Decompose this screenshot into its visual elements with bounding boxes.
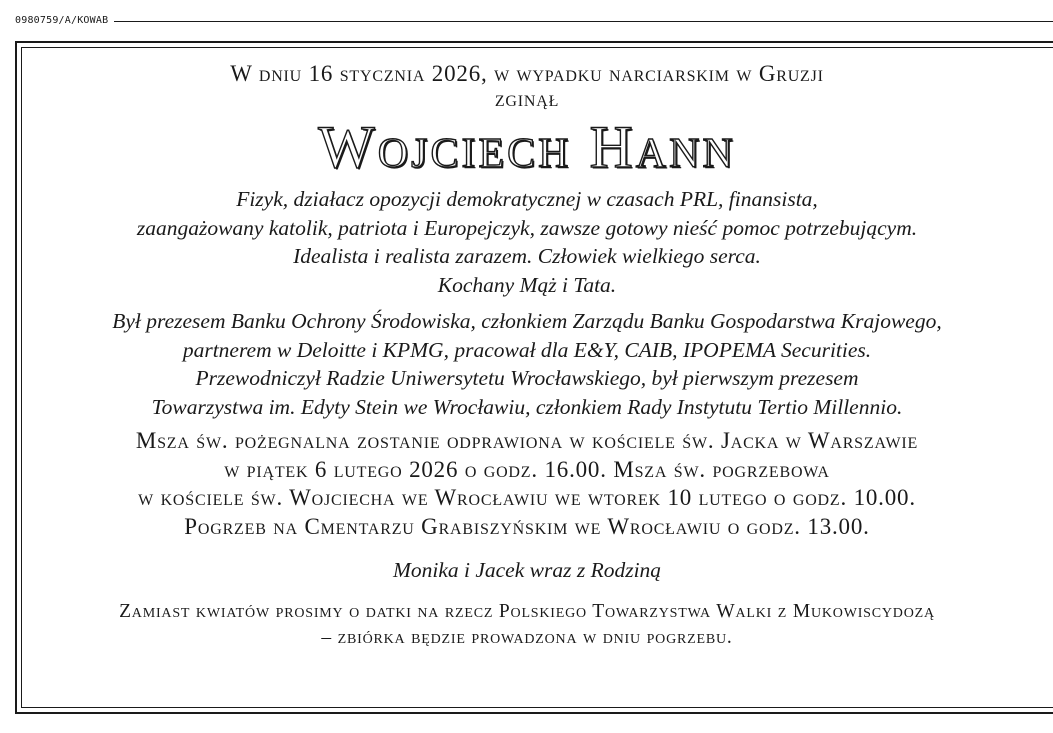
deceased-name: Wojciech Hann [318, 114, 736, 180]
reference-code: 0980759/A/KOWAB [15, 14, 114, 28]
mass-line: Msza św. pożegnalna zostanie odprawiona w kościele św. Jacka w Warszawie [135, 428, 919, 453]
career-line: Towarzystwa im. Edyty Stein we Wrocławiu, członkiem Rady Instytutu Tertio Millennio. [151, 394, 903, 419]
career-line: Przewodniczył Radzie Uniwersytetu Wrocławskiego, był pierwszym prezesem [195, 366, 859, 390]
donation-request [22, 599, 1032, 651]
bio-line: Idealista i realista zarazem. Człowiek wielkiego serca. [293, 244, 761, 268]
intro-line: W dniu 16 stycznia 2026, w wypadku narciarskim w Gruzji [230, 61, 824, 86]
biography [22, 185, 1032, 299]
signature: Monika i Jacek wraz z Rodziną [392, 558, 662, 582]
career-line: Był prezesem Banku Ochrony Środowiska, członkiem Zarządu Banku Gospodarstwa Krajowego, [112, 309, 942, 333]
request-line: – zbiórka będzie prowadzona w dniu pogrzebu. [321, 627, 733, 648]
bio-line: Kochany Mąż i Tata. [437, 272, 617, 297]
intro-text [22, 61, 1032, 111]
bio-line: Fizyk, działacz opozycji demokratycznej w czasach PRL, finansista, [236, 187, 818, 211]
intro-line: zginął [494, 86, 560, 111]
mass-line: w kościele św. Wojciecha we Wrocławiu we wtorek 10 lutego o godz. 10.00. [138, 485, 916, 510]
mass-line: Pogrzeb na Cmentarzu Grabiszyńskim we Wrocławiu o godz. 13.00. [184, 513, 870, 539]
obituary-notice [22, 47, 1032, 651]
funeral-mass-info [22, 427, 1032, 541]
bio-line: zaangażowany katolik, patriota i Europejczyk, zawsze gotowy nieść pomoc potrzebującym. [136, 215, 918, 240]
mass-line: w piątek 6 lutego 2026 o godz. 16.00. Msza św. pogrzebowa [224, 456, 830, 482]
header-row [15, 14, 1053, 28]
request-line: Zamiast kwiatów prosimy o datki na rzecz Polskiego Towarzystwa Walki z Mukowiscydozą [119, 601, 935, 622]
header-rule [15, 21, 1053, 22]
career-line: partnerem w Deloitte i KPMG, pracował dla E&Y, CAIB, IPOPEMA Securities. [182, 337, 872, 362]
career [22, 307, 1032, 421]
